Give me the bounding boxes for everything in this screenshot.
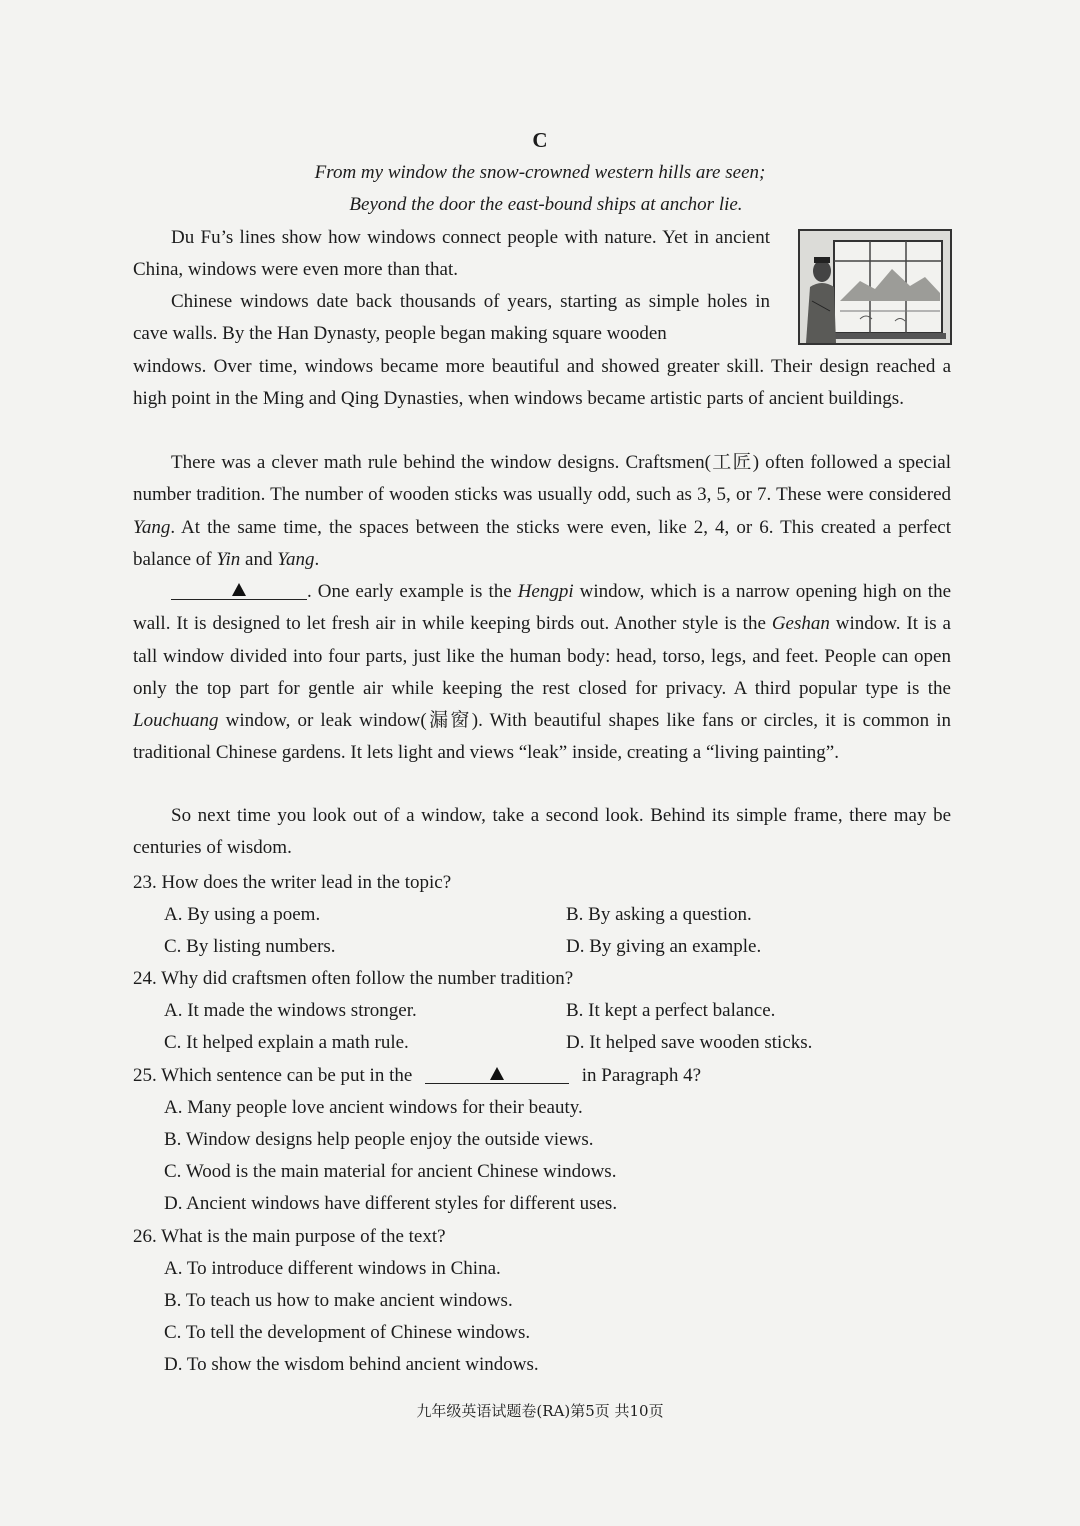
- q25-option-b[interactable]: B. Window designs help people enjoy the outside views.: [164, 1129, 594, 1150]
- poem-line-1: From my window the snow-crowned western hills are seen;: [314, 162, 766, 183]
- term-yang: Yang: [277, 548, 315, 570]
- question-25-stem: [133, 1064, 701, 1088]
- q23-option-c[interactable]: C. By listing numbers.: [164, 936, 336, 957]
- scholar-at-window-image: [800, 231, 950, 343]
- term-hengpi: Hengpi: [517, 581, 574, 602]
- q25-option-d[interactable]: D. Ancient windows have different styles for different uses.: [164, 1193, 618, 1214]
- text-span: . One early example is the: [307, 581, 518, 602]
- text-span: .: [314, 548, 320, 570]
- answer-blank: [425, 1065, 569, 1084]
- term-yang: Yang: [133, 516, 171, 538]
- paragraph-1: Du Fu’s lines show how windows connect people with nature. Yet in ancient China, windows were even more than that.: [133, 227, 770, 281]
- window-illustration: [798, 229, 952, 345]
- text-span: There was a clever math rule behind the window designs. Craftsmen(工匠) often followed a special number tradition. The number of wooden sticks was usually odd, such as 3, 5, or 7. These were considered: [133, 452, 951, 506]
- question-23-stem: 23. How does the writer lead in the topic?: [133, 872, 452, 893]
- q26-option-d[interactable]: D. To show the wisdom behind ancient windows.: [164, 1354, 539, 1375]
- triangle-icon: [232, 583, 246, 596]
- page-footer: 九年级英语试题卷(RA)第5页 共10页: [416, 1402, 664, 1420]
- term-geshan: Geshan: [771, 613, 830, 635]
- text-span: window. It is a tall window divided into four parts, just like the human body: head, torso, legs, and feet. People can open only the top part for gentle air while keeping the rest closed for privacy. A third popular type is the: [133, 613, 951, 699]
- paragraph-5: So next time you look out of a window, take a second look. Behind its simple frame, there may be centuries of wisdom.: [133, 805, 951, 859]
- stem-text: 25. Which sentence can be put in the: [133, 1065, 413, 1086]
- question-26-stem: 26. What is the main purpose of the text?: [133, 1226, 446, 1247]
- q26-option-a[interactable]: A. To introduce different windows in China.: [164, 1258, 501, 1279]
- text-span: window, or leak window(漏窗). With beautiful shapes like fans or circles, it is common in traditional Chinese gardens. It lets light and views “leak” inside, creating a “living painting”.: [133, 710, 951, 764]
- section-heading: C: [532, 128, 548, 152]
- text-span: window, which is a narrow opening high on the wall. It is designed to let fresh air in while keeping birds out. Another style is the: [133, 581, 951, 635]
- q24-option-a[interactable]: A. It made the windows stronger.: [164, 1000, 417, 1021]
- question-24-stem: 24. Why did craftsmen often follow the number tradition?: [133, 968, 574, 989]
- term-louchuang: Louchuang: [133, 710, 219, 732]
- q26-option-c[interactable]: C. To tell the development of Chinese windows.: [164, 1322, 531, 1343]
- paragraph-3: [133, 447, 951, 576]
- q26-option-b[interactable]: B. To teach us how to make ancient windows.: [164, 1290, 513, 1311]
- q24-option-d[interactable]: D. It helped save wooden sticks.: [566, 1032, 813, 1053]
- stem-text: in Paragraph 4?: [581, 1065, 702, 1086]
- paragraph-4: [133, 576, 951, 770]
- q24-option-b[interactable]: B. It kept a perfect balance.: [566, 1000, 776, 1021]
- text-span: and: [240, 548, 278, 570]
- triangle-icon: [490, 1067, 504, 1080]
- q23-option-d[interactable]: D. By giving an example.: [566, 936, 762, 957]
- paragraph-2-end: windows. Over time, windows became more beautiful and showed greater skill. Their design reached a high point in the Ming and Qing Dynasties, when windows became artistic parts of ancient buildings.: [133, 356, 951, 410]
- text-span: . At the same time, the spaces between the sticks were even, like 2, 4, or 6. This created a perfect balance of: [133, 516, 951, 570]
- term-yin: Yin: [216, 548, 241, 570]
- q24-option-c[interactable]: C. It helped explain a math rule.: [164, 1032, 409, 1053]
- q25-option-c[interactable]: C. Wood is the main material for ancient Chinese windows.: [164, 1161, 617, 1182]
- answer-blank: [171, 581, 307, 600]
- q23-option-b[interactable]: B. By asking a question.: [566, 904, 752, 925]
- q25-option-a[interactable]: A. Many people love ancient windows for their beauty.: [164, 1097, 583, 1118]
- paragraph-2-start: Chinese windows date back thousands of years, starting as simple holes in cave walls. By the Han Dynasty, people began making square wooden: [133, 291, 770, 345]
- poem-line-2: Beyond the door the east-bound ships at anchor lie.: [349, 194, 743, 215]
- q23-option-a[interactable]: A. By using a poem.: [164, 904, 321, 925]
